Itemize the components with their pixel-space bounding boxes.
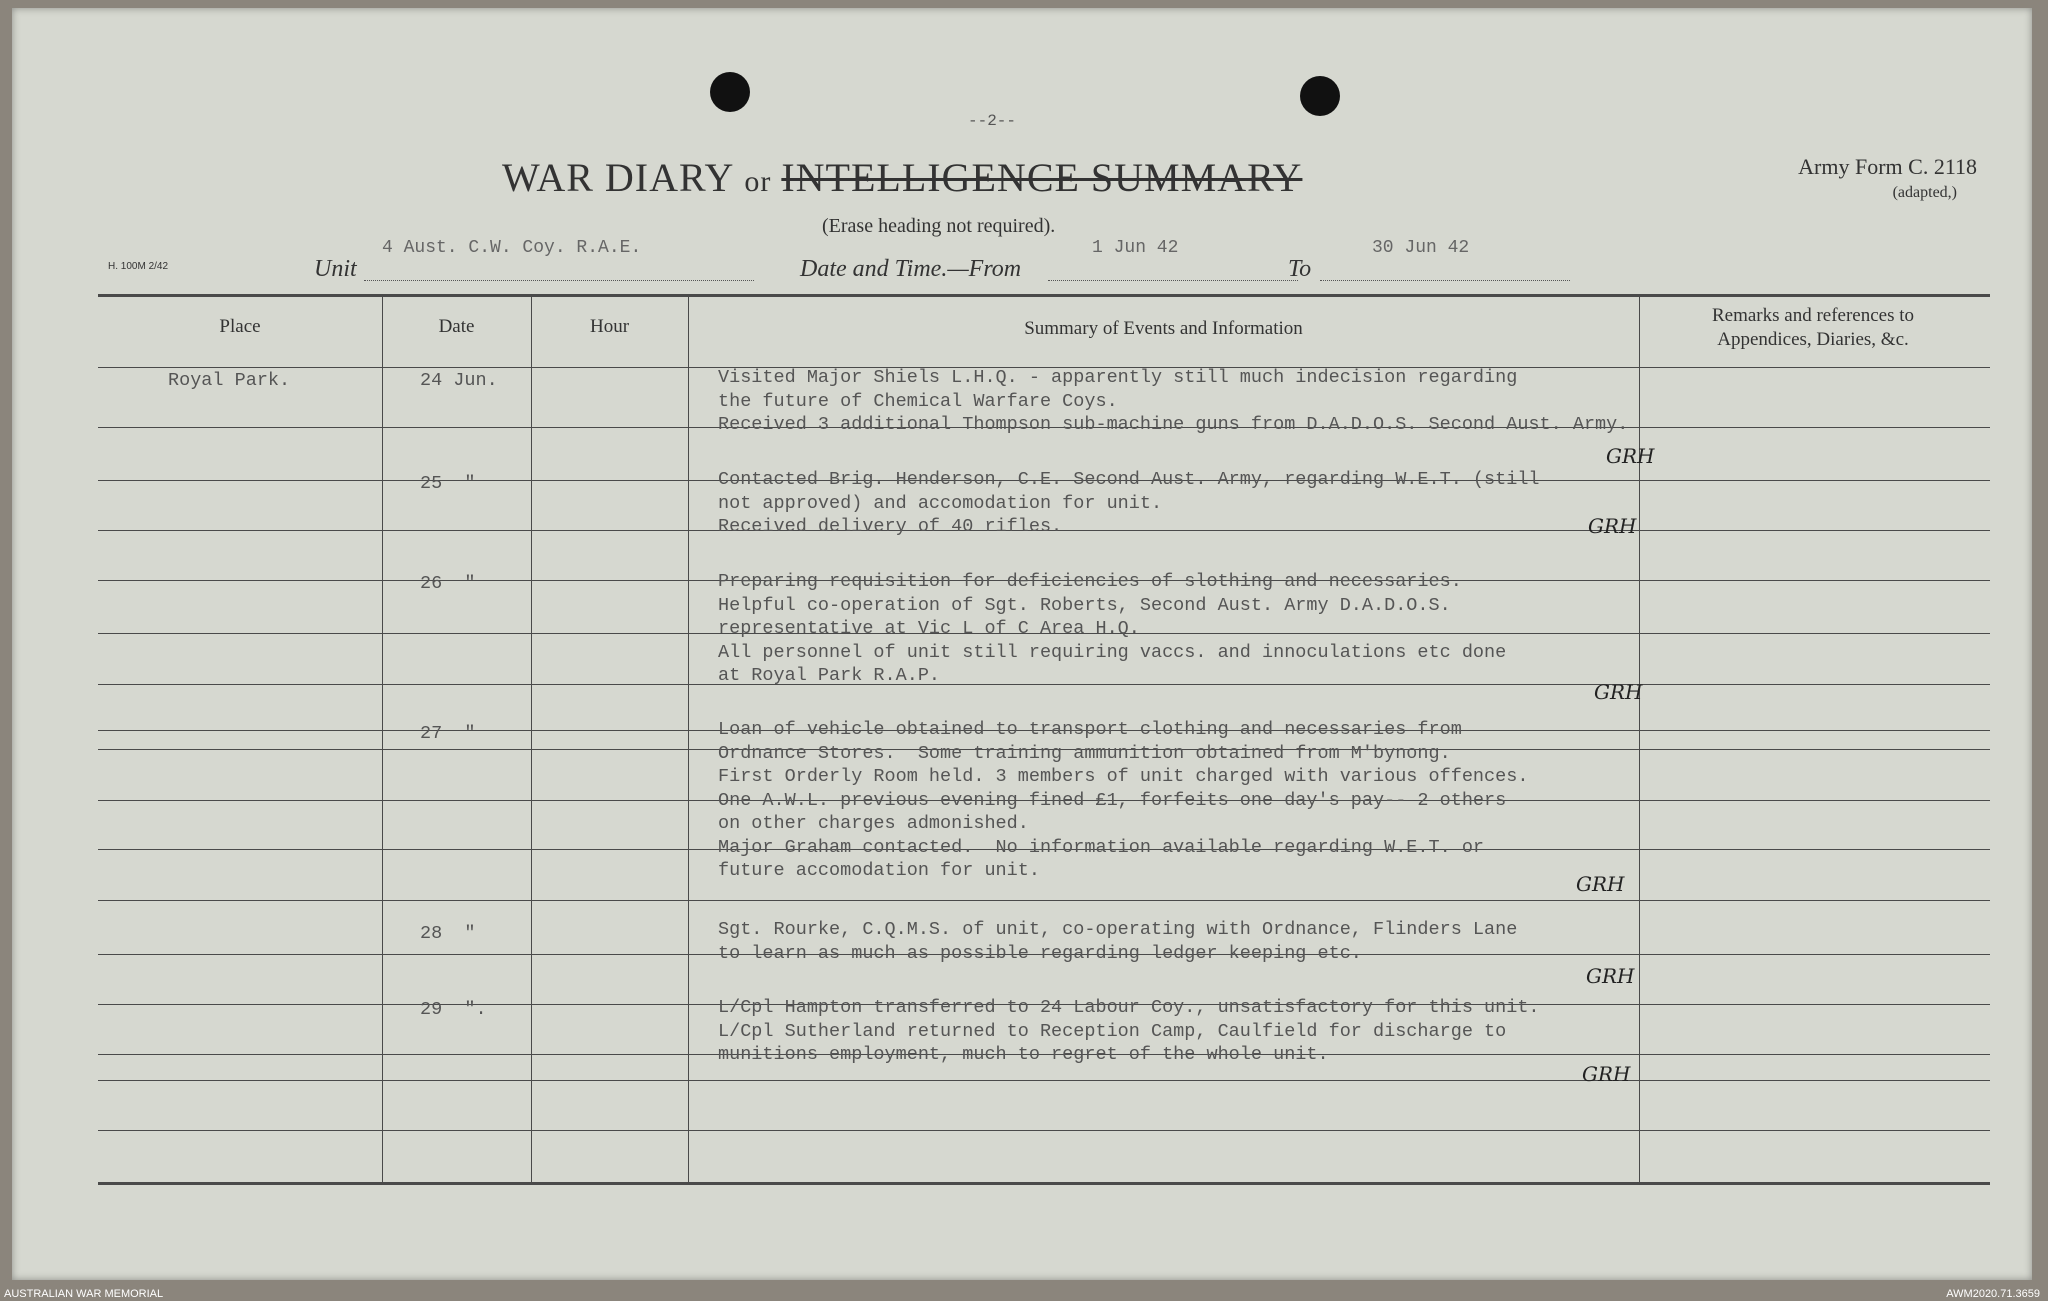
initials-signature: GRH	[1582, 1062, 1631, 1086]
unit-underline	[364, 280, 754, 281]
entry-summary: Sgt. Rourke, C.Q.M.S. of unit, co-operating with Ordnance, Flinders Lane to learn as much as possible regarding ledger keeping etc.	[718, 919, 1518, 964]
column-header-hour: Hour	[589, 316, 630, 337]
initials-signature: GRH	[1588, 514, 1637, 538]
column-header-place: Place	[219, 316, 261, 337]
army-form-label	[1787, 154, 1977, 202]
form-title	[502, 154, 1302, 201]
footer-accession-number: AWM2020.71.3659	[1946, 1288, 2040, 1300]
entry-date: 29 ".	[420, 999, 487, 1020]
from-underline	[1048, 280, 1298, 281]
footer-collection: AUSTRALIAN WAR MEMORIAL	[4, 1288, 164, 1300]
column-header-remarks: Remarks and references to Appendices, Diaries, &c.	[1711, 305, 1915, 350]
diary-table	[98, 294, 1990, 1184]
title-intelligence-summary: INTELLIGENCE SUMMARY	[781, 155, 1303, 200]
to-label: To	[1288, 256, 1312, 282]
initials-signature: GRH	[1606, 444, 1655, 468]
to-underline	[1320, 280, 1570, 281]
ruled-line	[98, 1130, 1990, 1131]
initials-signature: GRH	[1586, 964, 1635, 988]
unit-label: Unit	[314, 256, 357, 282]
page-number: --2--	[968, 112, 1017, 130]
punch-hole-left	[710, 72, 750, 112]
date-time-label: Date and Time.—From	[800, 256, 1022, 282]
initials-signature: GRH	[1576, 872, 1625, 896]
from-value: 1 Jun 42	[1092, 238, 1179, 258]
initials-signature: GRH	[1594, 680, 1643, 704]
entry-summary: Contacted Brig. Henderson, C.E. Second Aust. Army, regarding W.E.T. (still not approved) and accomodation for unit. Received delivery of 40 rifles.	[718, 469, 1540, 537]
entry-date: 24 Jun.	[420, 370, 498, 391]
entry-date: 25 "	[420, 473, 476, 494]
ruled-line	[98, 900, 1990, 901]
entry-summary: Loan of vehicle obtained to transport clothing and necessaries from Ordnance Stores. Some training ammunition obtained from M'bynong. First Orderly Room held. 3 members of unit charged with various offences. One A.W.L. previous evening fined £1, forfeits one day's pay-- 2 others on other charges admonished. Major Graham contacted. No information available regarding W.E.T. or future accomodation for unit.	[718, 719, 1529, 881]
entry-summary: Preparing requisition for deficiencies of slothing and necessaries. Helpful co-operation of Sgt. Roberts, Second Aust. Army D.A.D.O.S. representative at Vic L of C Area H.Q. All personnel of unit still requiring vaccs. and innoculations etc done at Royal Park R.A.P.	[718, 571, 1507, 686]
entry-summary: Visited Major Shiels L.H.Q. - apparently still much indecision regarding the future of Chemical Warfare Coys. Received 3 additional Thompson sub-machine guns from D.A.D.O.S. Second Aust. Army.	[718, 367, 1629, 435]
column-header-date: Date	[438, 316, 475, 337]
title-or: or	[744, 165, 772, 198]
column-header-summary: Summary of Events and Information	[1024, 318, 1303, 339]
ruled-line	[98, 1080, 1990, 1081]
entry-summary: L/Cpl Hampton transferred to 24 Labour Coy., unsatisfactory for this unit. L/Cpl Sutherland returned to Reception Camp, Caulfield for discharge to munitions employment, much to regret of the whole unit.	[718, 997, 1540, 1065]
entry-date: 27 "	[420, 723, 476, 744]
erase-note: (Erase heading not required).	[822, 215, 1056, 237]
army-form-number: Army Form C. 2118	[1798, 154, 1977, 179]
army-form-adapted: (adapted,)	[1892, 184, 1957, 201]
unit-value: 4 Aust. C.W. Coy. R.A.E.	[382, 238, 642, 258]
entry-place: Royal Park.	[168, 370, 291, 391]
entry-date: 28 "	[420, 923, 476, 944]
title-war-diary: WAR DIARY	[502, 155, 735, 200]
diary-page	[12, 8, 2032, 1280]
entry-date: 26 "	[420, 573, 476, 594]
form-code: H. 100M 2/42	[108, 261, 169, 272]
to-value: 30 Jun 42	[1372, 238, 1470, 258]
punch-hole-right	[1300, 76, 1340, 116]
